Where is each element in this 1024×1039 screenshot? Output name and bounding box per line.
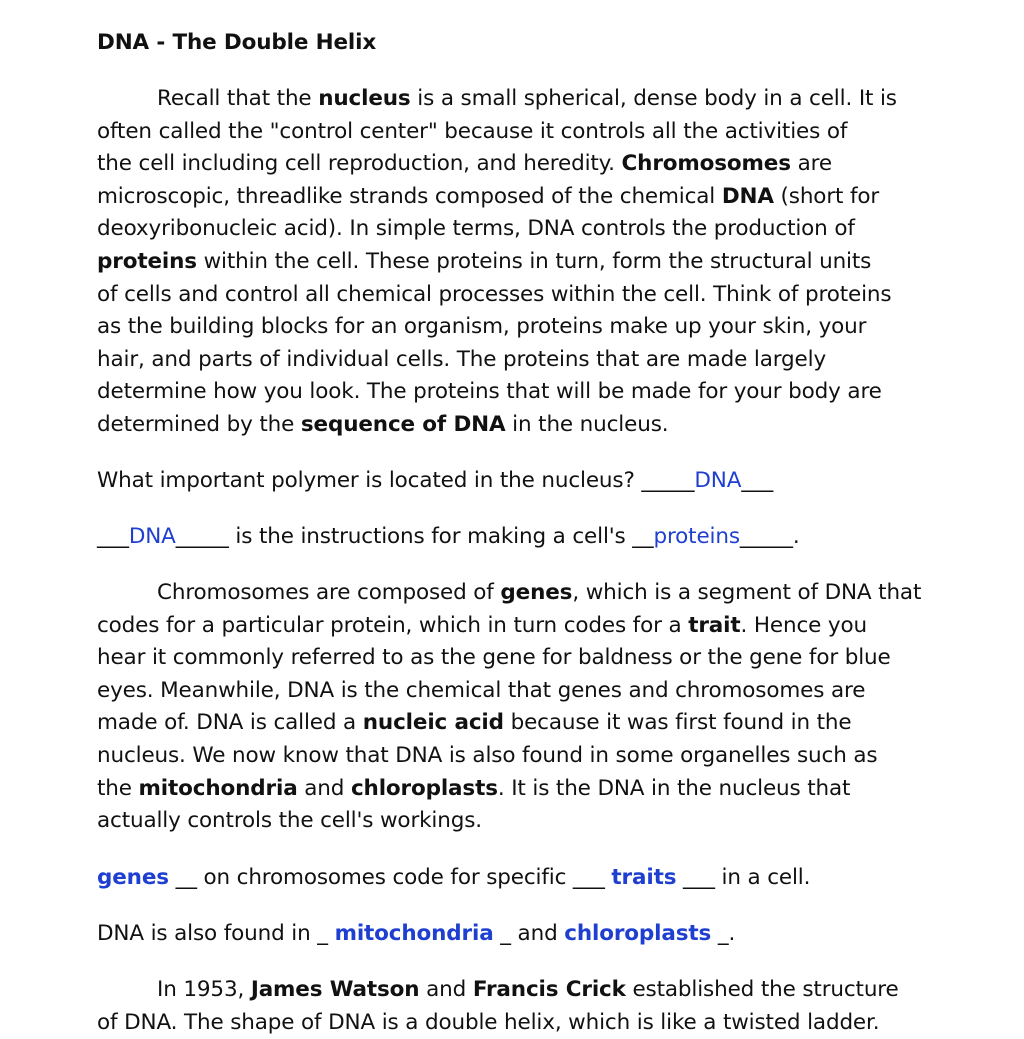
paragraph-line: of DNA. The shape of DNA is a double helix, which is like a twisted ladder.	[97, 1009, 880, 1035]
paragraph-line: eyes. Meanwhile, DNA is the chemical that genes and chromosomes are	[97, 677, 866, 703]
paragraph-line: deoxyribonucleic acid). In simple terms, DNA controls the production of	[97, 216, 855, 242]
paragraph-line: determine how you look. The proteins that will be made for your body are	[97, 379, 882, 405]
paragraph-line: Recall that the nucleus is a small spherical, dense body in a cell. It is	[157, 86, 897, 111]
paragraph-line: microscopic, threadlike strands composed of the chemical DNA (short for	[97, 183, 880, 209]
paragraph-line: made of. DNA is called a nucleic acid because it was first found in the	[97, 710, 852, 736]
paragraph-line: hair, and parts of individual cells. The proteins that are made largely	[97, 346, 827, 372]
term-nucleic-acid: nucleic acid	[362, 710, 504, 736]
term-dna: DNA	[721, 183, 774, 209]
watson-crick-paragraph	[97, 974, 937, 1039]
paragraph-line: nucleus. We now know that DNA is also found in some organelles such as	[97, 742, 878, 768]
term-james-watson: James Watson	[250, 977, 420, 1002]
paragraph-line: Chromosomes are composed of genes, which is a segment of DNA that	[157, 580, 922, 605]
answer-mitochondria: mitochondria	[334, 921, 494, 946]
paragraph-line: as the building blocks for an organism, proteins make up your skin, your	[97, 314, 867, 340]
answer-traits: traits	[611, 865, 677, 890]
answer-proteins: proteins	[653, 524, 740, 549]
term-chloroplasts: chloroplasts	[350, 775, 498, 801]
term-sequence-of-dna: sequence of DNA	[300, 411, 506, 437]
term-genes: genes	[500, 580, 573, 605]
answer-chloroplasts: chloroplasts	[564, 921, 712, 946]
answer-dna: DNA	[128, 524, 176, 549]
question-genes-traits: genes __ on chromosomes code for specific ___ traits ___ in a cell.	[97, 865, 811, 890]
paragraph-line: of cells and control all chemical processes within the cell. Think of proteins	[97, 281, 892, 307]
term-trait: trait	[688, 612, 741, 638]
question-organelles: DNA is also found in _ mitochondria _ and chloroplasts _.	[97, 921, 736, 946]
paragraph-line: codes for a particular protein, which in turn codes for a trait. Hence you	[97, 612, 867, 638]
question-polymer: What important polymer is located in the nucleus? _____DNA___	[97, 468, 774, 493]
paragraph-line: In 1953, James Watson and Francis Crick established the structure	[157, 977, 899, 1002]
answer-genes: genes	[97, 865, 169, 890]
paragraph-line: hear it commonly referred to as the gene for baldness or the gene for blue	[97, 645, 891, 671]
paragraph-line: proteins within the cell. These proteins in turn, form the structural units	[97, 248, 872, 274]
term-nucleus: nucleus	[318, 86, 411, 111]
paragraph-line: the cell including cell reproduction, and heredity. Chromosomes are	[97, 151, 832, 177]
term-mitochondria: mitochondria	[138, 775, 298, 801]
genes-paragraph	[97, 577, 937, 838]
intro-paragraph	[97, 83, 937, 442]
paragraph-line: the mitochondria and chloroplasts. It is the DNA in the nucleus that	[97, 775, 851, 801]
paragraph-line: actually controls the cell's workings.	[97, 808, 482, 834]
term-chromosomes: Chromosomes	[621, 151, 791, 177]
page-title: DNA - The Double Helix	[97, 30, 377, 55]
term-proteins: proteins	[97, 248, 197, 274]
question-instructions: ___DNA_____ is the instructions for making a cell's __proteins_____.	[97, 524, 800, 549]
paragraph-line: determined by the sequence of DNA in the nucleus.	[97, 411, 669, 437]
answer-dna: DNA	[694, 468, 742, 493]
paragraph-line: often called the "control center" because it controls all the activities of	[97, 118, 848, 144]
term-francis-crick: Francis Crick	[472, 977, 626, 1002]
